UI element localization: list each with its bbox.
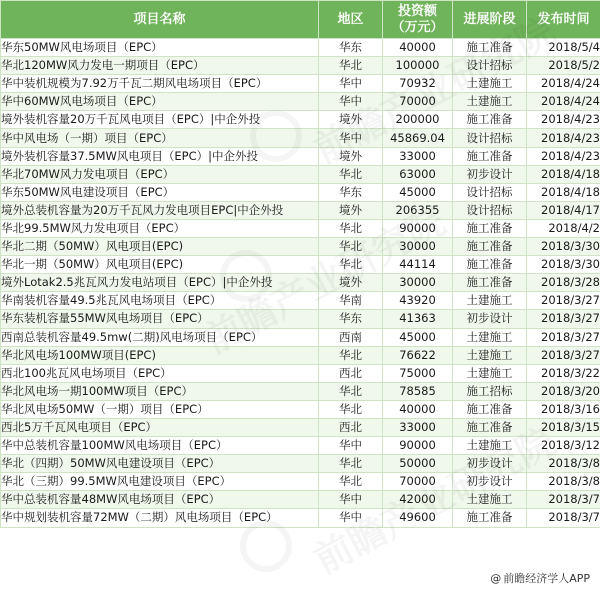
table-row (1, 219, 600, 237)
cell-stage: 施工准备 (453, 400, 527, 418)
cell-region: 西北 (319, 418, 383, 436)
cell-stage: 土建施工 (453, 93, 527, 111)
table-header (1, 1, 600, 39)
cell-date: 2018/4/23 (527, 111, 600, 129)
cell-stage: 土建施工 (453, 491, 527, 509)
cell-region: 境外 (319, 274, 383, 292)
cell-project-name: 华北（四期）50MW风电建设项目（EPC） (1, 455, 319, 473)
cell-region: 华北 (319, 238, 383, 256)
cell-stage: 土建施工 (453, 328, 527, 346)
cell-region: 境外 (319, 111, 383, 129)
cell-region: 华北 (319, 382, 383, 400)
cell-date: 2018/3/7 (527, 509, 600, 527)
cell-region: 西南 (319, 328, 383, 346)
cell-stage: 施工准备 (453, 219, 527, 237)
cell-region: 华中 (319, 93, 383, 111)
cell-investment: 45869.04 (383, 129, 453, 147)
cell-project-name: 华中总装机容量48MW风电场项目（EPC） (1, 491, 319, 509)
table-row (1, 418, 600, 436)
cell-stage: 施工准备 (453, 256, 527, 274)
source-footer (0, 570, 590, 588)
cell-investment: 100000 (383, 57, 453, 75)
cell-investment: 30000 (383, 274, 453, 292)
cell-project-name: 境外总装机容量为20万千瓦风力发电项目EPC|中企外投 (1, 201, 319, 219)
header-investment-line1: 投资额 (397, 3, 437, 19)
cell-date: 2018/3/20 (527, 382, 600, 400)
cell-date: 2018/3/30 (527, 238, 600, 256)
cell-region: 华北 (319, 400, 383, 418)
cell-region: 境外 (319, 201, 383, 219)
cell-region: 西北 (319, 364, 383, 382)
cell-date: 2018/3/8 (527, 455, 600, 473)
cell-investment: 70932 (383, 75, 453, 93)
table-row (1, 147, 600, 165)
cell-region: 华北 (319, 256, 383, 274)
cell-stage: 初步设计 (453, 310, 527, 328)
cell-date: 2018/3/27 (527, 328, 600, 346)
watermark-logo-icon (240, 520, 292, 572)
cell-region: 华北 (319, 57, 383, 75)
cell-region: 华中 (319, 437, 383, 455)
cell-investment: 49600 (383, 509, 453, 527)
cell-stage: 设计招标 (453, 57, 527, 75)
table-row (1, 509, 600, 527)
cell-project-name: 华北120MW风力发电一期项目（EPC） (1, 57, 319, 75)
cell-region: 华中 (319, 129, 383, 147)
table-row (1, 382, 600, 400)
cell-date: 2018/5/4 (527, 39, 600, 57)
cell-project-name: 华北风电场100MW项目(EPC) (1, 346, 319, 364)
table-row (1, 39, 600, 57)
table-row (1, 491, 600, 509)
table-row (1, 310, 600, 328)
cell-region: 华北 (319, 346, 383, 364)
cell-investment: 33000 (383, 147, 453, 165)
cell-date: 2018/3/27 (527, 310, 600, 328)
cell-stage: 设计招标 (453, 129, 527, 147)
cell-date: 2018/3/8 (527, 473, 600, 491)
cell-investment: 45000 (383, 328, 453, 346)
cell-investment: 76622 (383, 346, 453, 364)
cell-date: 2018/5/2 (527, 57, 600, 75)
cell-region: 华北 (319, 219, 383, 237)
cell-project-name: 华中风电场（一期）项目（EPC） (1, 129, 319, 147)
cell-project-name: 华北一期（50MW）风电项目(EPC) (1, 256, 319, 274)
cell-stage: 施工准备 (453, 509, 527, 527)
cell-investment: 30000 (383, 238, 453, 256)
cell-project-name: 华北二期（50MW）风电项目(EPC) (1, 238, 319, 256)
cell-investment: 44114 (383, 256, 453, 274)
cell-date: 2018/4/24 (527, 93, 600, 111)
cell-stage: 土建施工 (453, 292, 527, 310)
cell-investment: 41363 (383, 310, 453, 328)
cell-date: 2018/4/23 (527, 129, 600, 147)
cell-stage: 初步设计 (453, 473, 527, 491)
cell-region: 华南 (319, 292, 383, 310)
table-row (1, 400, 600, 418)
table-row (1, 129, 600, 147)
cell-investment: 33000 (383, 418, 453, 436)
cell-region: 境外 (319, 147, 383, 165)
cell-region: 华东 (319, 183, 383, 201)
cell-date: 2018/3/15 (527, 418, 600, 436)
cell-investment: 70000 (383, 473, 453, 491)
cell-stage: 初步设计 (453, 455, 527, 473)
cell-date: 2018/4/18 (527, 165, 600, 183)
cell-region: 华北 (319, 455, 383, 473)
table-row (1, 238, 600, 256)
cell-project-name: 华北风电场一期100MW项目（EPC） (1, 382, 319, 400)
cell-project-name: 华东50MW风电场项目（EPC） (1, 39, 319, 57)
cell-investment: 200000 (383, 111, 453, 129)
header-date: 发布时间 (527, 1, 600, 39)
cell-project-name: 华北70MW风力发电项目（EPC） (1, 165, 319, 183)
cell-date: 2018/3/27 (527, 346, 600, 364)
header-region: 地区 (319, 1, 383, 39)
table-row (1, 256, 600, 274)
cell-project-name: 华中规划装机容量72MW（二期）风电场项目（EPC） (1, 509, 319, 527)
cell-project-name: 华南装机容量49.5兆瓦风电场项目（EPC） (1, 292, 319, 310)
cell-date: 2018/4/24 (527, 75, 600, 93)
cell-stage: 施工准备 (453, 274, 527, 292)
cell-date: 2018/4/17 (527, 201, 600, 219)
table-row (1, 165, 600, 183)
cell-date: 2018/3/22 (527, 364, 600, 382)
cell-project-name: 西北5万千瓦风电项目（EPC） (1, 418, 319, 436)
header-investment (383, 1, 453, 39)
cell-stage: 土建施工 (453, 346, 527, 364)
cell-stage: 设计招标 (453, 183, 527, 201)
table-row (1, 93, 600, 111)
table-row (1, 75, 600, 93)
cell-investment: 90000 (383, 437, 453, 455)
cell-date: 2018/3/30 (527, 256, 600, 274)
cell-stage: 初步设计 (453, 165, 527, 183)
cell-investment: 50000 (383, 455, 453, 473)
cell-project-name: 华北（三期）99.5MW风电建设项目（EPC） (1, 473, 319, 491)
header-investment-line2: （万元） (391, 19, 444, 35)
cell-investment: 70000 (383, 93, 453, 111)
table-row (1, 183, 600, 201)
cell-region: 华中 (319, 509, 383, 527)
cell-project-name: 华北99.5MW风力发电项目（EPC） (1, 219, 319, 237)
cell-stage: 施工准备 (453, 147, 527, 165)
cell-stage: 施工准备 (453, 418, 527, 436)
cell-stage: 施工招标 (453, 382, 527, 400)
cell-project-name: 华东50MW风电建设项目（EPC） (1, 183, 319, 201)
cell-project-name: 西北100兆瓦风电场项目（EPC） (1, 364, 319, 382)
cell-investment: 40000 (383, 400, 453, 418)
header-project-name: 项目名称 (1, 1, 319, 39)
cell-investment: 90000 (383, 219, 453, 237)
table-row (1, 455, 600, 473)
cell-investment: 42000 (383, 491, 453, 509)
cell-project-name: 境外装机容量37.5MW风电项目（EPC）|中企外投 (1, 147, 319, 165)
cell-investment: 63000 (383, 165, 453, 183)
table-row (1, 473, 600, 491)
cell-investment: 206355 (383, 201, 453, 219)
table-row (1, 328, 600, 346)
cell-date: 2018/3/7 (527, 491, 600, 509)
cell-investment: 75000 (383, 364, 453, 382)
table-row (1, 364, 600, 382)
cell-date: 2018/4/2 (527, 219, 600, 237)
cell-stage: 土建施工 (453, 437, 527, 455)
cell-project-name: 华中装机规模为7.92万千瓦二期风电场项目（EPC） (1, 75, 319, 93)
cell-project-name: 境外Lotak2.5兆瓦风力发电站项目（EPC）|中企外投 (1, 274, 319, 292)
cell-date: 2018/4/18 (527, 183, 600, 201)
cell-date: 2018/3/12 (527, 437, 600, 455)
cell-investment: 43920 (383, 292, 453, 310)
cell-project-name: 华东装机容量55MW风电场项目（EPC） (1, 310, 319, 328)
cell-date: 2018/3/16 (527, 400, 600, 418)
table-row (1, 346, 600, 364)
cell-project-name: 华中60MW风电场项目（EPC） (1, 93, 319, 111)
cell-project-name: 西南总装机容量49.5mw(二期)风电场项目（EPC） (1, 328, 319, 346)
cell-stage: 施工准备 (453, 39, 527, 57)
cell-project-name: 境外装机容量20万千瓦风电项目（EPC）|中企外投 (1, 111, 319, 129)
cell-stage: 设计招标 (453, 201, 527, 219)
table-row (1, 292, 600, 310)
cell-date: 2018/4/23 (527, 147, 600, 165)
cell-investment: 78585 (383, 382, 453, 400)
table-row (1, 111, 600, 129)
cell-stage: 土建施工 (453, 364, 527, 382)
table-row (1, 437, 600, 455)
cell-region: 华中 (319, 491, 383, 509)
source-text: 前瞻经济学人APP (503, 572, 590, 585)
cell-region: 华北 (319, 165, 383, 183)
cell-region: 华东 (319, 310, 383, 328)
at-icon: @ (490, 572, 502, 585)
cell-stage: 施工准备 (453, 238, 527, 256)
cell-region: 华东 (319, 39, 383, 57)
table-row (1, 274, 600, 292)
cell-date: 2018/3/27 (527, 292, 600, 310)
cell-region: 华北 (319, 473, 383, 491)
cell-stage: 施工准备 (453, 111, 527, 129)
cell-project-name: 华北风电场50MW（一期）项目（EPC） (1, 400, 319, 418)
cell-stage: 土建施工 (453, 75, 527, 93)
cell-investment: 45000 (383, 183, 453, 201)
table-row (1, 57, 600, 75)
table-row (1, 201, 600, 219)
cell-region: 华中 (319, 75, 383, 93)
cell-investment: 40000 (383, 39, 453, 57)
table-body (1, 39, 600, 528)
cell-date: 2018/3/28 (527, 274, 600, 292)
cell-project-name: 华中总装机容量100MW风电场项目（EPC） (1, 437, 319, 455)
header-stage: 进展阶段 (453, 1, 527, 39)
